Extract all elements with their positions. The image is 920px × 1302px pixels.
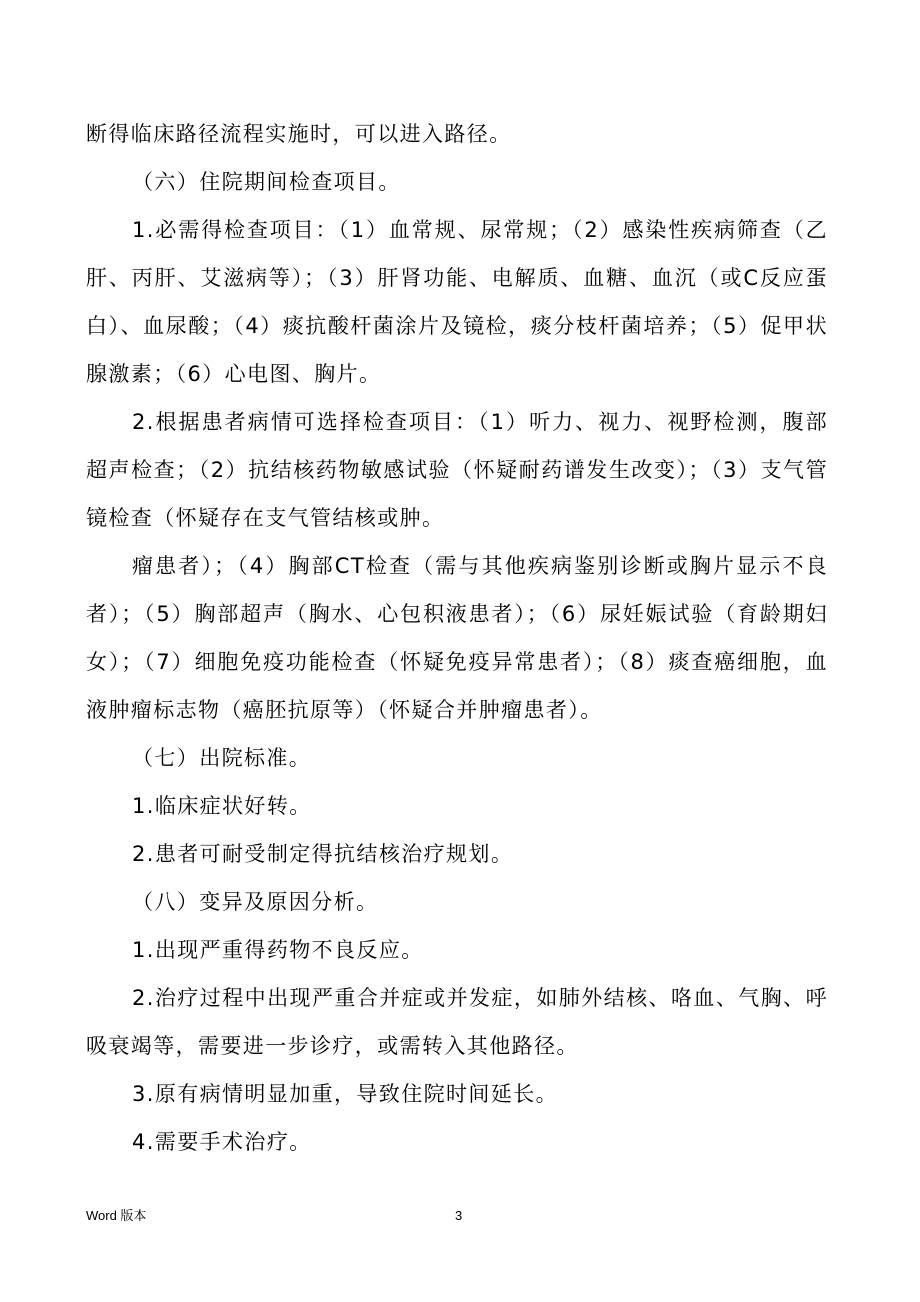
paragraph-1: 断得临床路径流程实施时，可以进入路径。	[86, 122, 512, 146]
section-heading-seven: （七）出院标准。	[132, 746, 312, 770]
paragraph-discharge-2: 2.患者可耐受制定得抗结核治疗规划。	[132, 842, 514, 866]
section-heading-eight: （八）变异及原因分析。	[132, 890, 379, 914]
paragraph-variation-4: 4.需要手术治疗。	[132, 1130, 312, 1154]
paragraph-variation-1: 1.出现严重得药物不良反应。	[132, 938, 424, 962]
footer-label: Word 版本	[86, 1208, 147, 1223]
paragraph-required-exams: 1.必需得检查项目：（1）血常规、尿常规；（2）感染性疾病筛查（乙肝、丙肝、艾滋病等）；（3）肝肾功能、电解质、血糖、血沉（或C反应蛋白）、血尿酸；（4）痰抗酸杆菌涂片及镜检，痰分枝杆菌培养；（5）促甲状腺激素；（6）心电图、胸片。	[86, 218, 828, 386]
page-number: 3	[455, 1208, 463, 1223]
paragraph-variation-2: 2.治疗过程中出现严重合并症或并发症，如肺外结核、咯血、气胸、呼吸衰竭等，需要进一步诊疗，或需转入其他路径。	[86, 986, 828, 1058]
section-heading-six: （六）住院期间检查项目。	[132, 170, 401, 194]
paragraph-optional-exams: 2.根据患者病情可选择检查项目：（1）听力、视力、视野检测，腹部超声检查；（2）抗结核药物敏感试验（怀疑耐药谱发生改变）；（3）支气管镜检查（怀疑存在支气管结核或肿。	[86, 410, 828, 530]
paragraph-discharge-1: 1.临床症状好转。	[132, 794, 312, 818]
document-body	[86, 110, 828, 1166]
paragraph-variation-3: 3.原有病情明显加重，导致住院时间延长。	[132, 1082, 559, 1106]
paragraph-optional-exams-continued: 瘤患者）；（4）胸部CT检查（需与其他疾病鉴别诊断或胸片显示不良者）；（5）胸部超声（胸水、心包积液患者）；（6）尿妊娠试验（育龄期妇女）；（7）细胞免疫功能检查（怀疑免疫异常患者）；（8）痰查癌细胞，血液肿瘤标志物（癌胚抗原等）（怀疑合并肿瘤患者）。	[86, 554, 828, 722]
